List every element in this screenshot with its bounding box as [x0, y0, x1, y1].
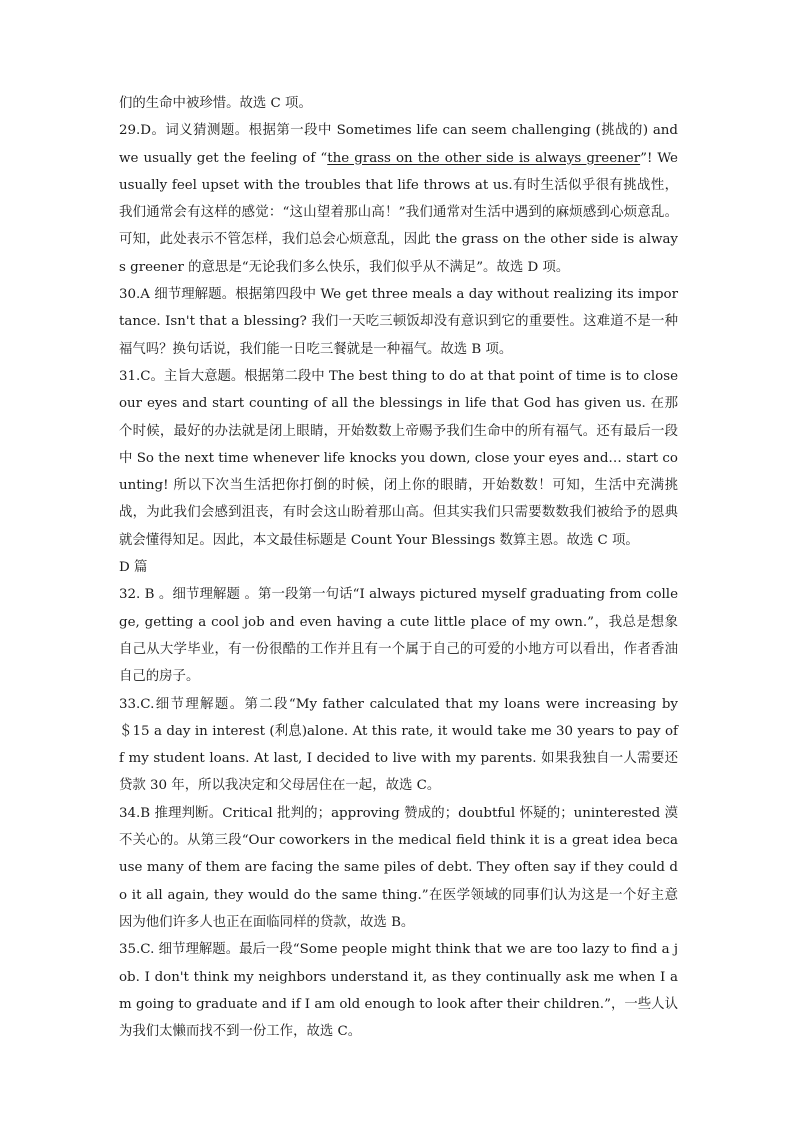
paragraph-text: 32. B 。细节理解题 。第一段第一句话“I always pictured myself graduating from college, getting a cool job and even having a cute little place of my own.”，我总是想象自己从大学毕业，有一份很酷的工作并且有一个属于自己的可爱的小地方可以看出，作者香油自己的房子。 [119, 587, 678, 685]
paragraph-text: ”! We usually feel upset with the troubles that life throws at us.有时生活似乎很有挑战性，我们通常会有这样的感觉：“这山望着那山高！”我们通常对生活中遇到的麻烦感到心烦意乱。可知，此处表示不管怎样，我们总会心烦意乱，因此 the grass on the other side is always greener 的意思是“无论我们多么快乐，我们似乎从不满足”。故选 D 项。 [119, 150, 678, 275]
answer-35 [119, 936, 678, 1045]
answer-33 [119, 691, 678, 800]
paragraph-continuation [119, 90, 678, 117]
underlined-phrase: the grass on the other side is always greener [327, 150, 641, 166]
paragraph-text: 34.B 推理判断。Critical 批判的；approving 赞成的；doubtful 怀疑的；uninterested 漠不关心的。从第三段“Our coworkers in the medical field think it is a great idea because many of them are facing the same piles of debt. They often say if they could do it all again, they would do the same thing.”在医学领域的同事们认为这是一个好主意因为他们许多人也正在面临同样的贷款，故选 B。 [119, 805, 678, 930]
answer-30 [119, 281, 678, 363]
paragraph-text: 31.C。主旨大意题。根据第二段中 The best thing to do at that point of time is to close our eyes and start counting of all the blessings in life that God has given us. 在那个时候，最好的办法就是闭上眼睛，开始数数上帝赐予我们生命中的所有福气。还有最后一段中 So the next time whenever life knocks you down, close your eyes and… start counting! 所以下次当生活把你打倒的时候，闭上你的眼睛，开始数数！可知，生活中充满挑战，为此我们会感到沮丧，有时会这山盼着那山高。但其实我们只需要数数我们被给予的恩典就会懂得知足。因此，本文最佳标题是 Count Your Blessings 数算主恩。故选 C 项。 [119, 368, 678, 548]
section-heading-d [119, 554, 678, 581]
paragraph-text: 30.A 细节理解题。根据第四段中 We get three meals a day without realizing its importance. Isn't that a blessing? 我们一天吃三顿饭却没有意识到它的重要性。这难道不是一种福气吗？换句话说，我们能一日吃三餐就是一种福气。故选 B 项。 [119, 287, 678, 357]
paragraph-text: 29.D。词义猜测题。根据第一段中 Sometimes life can seem challenging (挑战的) and we usually get the feeling of “ [119, 123, 678, 166]
heading-text: D 篇 [119, 560, 148, 576]
answer-34 [119, 800, 678, 936]
paragraph-text: 35.C. 细节理解题。最后一段“Some people might think that we are too lazy to find a job. I don't think my neighbors understand it, as they continually ask me when I am going to graduate and if I am old enough to look after their children.”，一些人认为我们太懒而找不到一份工作，故选 C。 [119, 942, 678, 1040]
paragraph-text: 33.C.细节理解题。第二段“My father calculated that my loans were increasing by ＄15 a day in interest (利息)alone. At this rate, it would take me 30 years to pay off my student loans. At last, I decided to live with my parents. 如果我独自一人需要还贷款 30 年，所以我决定和父母居住在一起，故选 C。 [119, 696, 678, 794]
answer-29 [119, 117, 678, 281]
answer-31 [119, 363, 678, 554]
paragraph-text: 们的生命中被珍惜。故选 C 项。 [119, 96, 312, 111]
answer-32 [119, 581, 678, 690]
